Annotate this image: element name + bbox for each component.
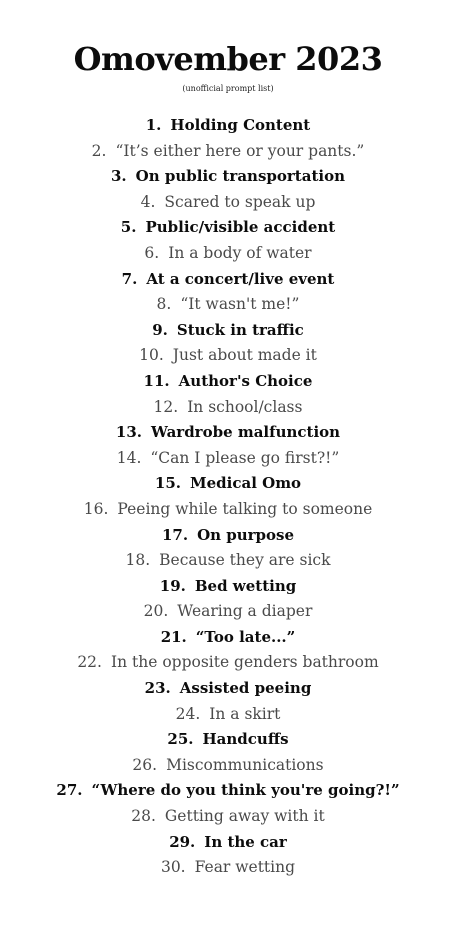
prompt-item	[0, 574, 456, 600]
prompt-item	[0, 139, 456, 165]
prompt-number: 9.	[152, 320, 168, 339]
prompt-number: 18.	[125, 551, 151, 570]
prompt-item	[0, 830, 456, 856]
prompt-text: Wardrobe malfunction	[151, 423, 341, 442]
prompt-number: 12.	[153, 397, 179, 416]
prompt-number: 21.	[160, 627, 187, 646]
prompt-number: 7.	[121, 269, 138, 288]
prompt-item	[0, 804, 456, 830]
prompt-text: In school/class	[187, 397, 303, 416]
prompt-text: On purpose	[197, 525, 295, 544]
prompt-item	[0, 471, 456, 497]
prompt-item	[0, 164, 456, 190]
prompt-item	[0, 855, 456, 881]
prompt-number: 25.	[167, 730, 194, 749]
prompt-number: 29.	[169, 832, 196, 851]
prompt-number: 10.	[139, 346, 164, 365]
prompt-text: Because they are sick	[159, 551, 331, 570]
prompt-text: Fear wetting	[194, 858, 296, 877]
prompt-item	[0, 343, 456, 369]
prompt-number: 6.	[144, 243, 160, 262]
prompt-text: Bed wetting	[194, 576, 297, 595]
prompt-number: 4.	[140, 192, 156, 211]
prompt-item	[0, 446, 456, 472]
prompt-item	[0, 497, 456, 523]
prompt-text: Handcuffs	[202, 730, 289, 749]
prompt-text: Peeing while talking to someone	[117, 499, 373, 518]
prompt-item	[0, 190, 456, 216]
prompt-item	[0, 753, 456, 779]
prompt-text: Assisted peeing	[179, 679, 312, 698]
prompt-text: Wearing a diaper	[177, 602, 313, 621]
prompt-number: 16.	[83, 499, 109, 518]
prompt-text: At a concert/live event	[146, 269, 335, 288]
prompt-item	[0, 676, 456, 702]
prompt-item	[0, 113, 456, 139]
prompt-item	[0, 523, 456, 549]
prompt-number: 24.	[175, 704, 201, 723]
prompt-text: “Too late...”	[195, 627, 296, 646]
prompt-number: 30.	[160, 858, 186, 877]
prompt-text: Public/visible accident	[145, 218, 336, 237]
prompt-item	[0, 420, 456, 446]
prompt-number: 13.	[115, 423, 143, 442]
prompt-text: On public transportation	[135, 167, 345, 186]
prompt-number: 22.	[77, 653, 102, 672]
prompt-number: 8.	[156, 295, 172, 314]
prompt-text: Stuck in traffic	[176, 320, 304, 339]
prompt-item	[0, 369, 456, 395]
prompt-item	[0, 395, 456, 421]
prompt-number: 17.	[161, 525, 189, 544]
prompt-text: Just about made it	[172, 346, 317, 365]
prompt-number: 20.	[143, 602, 169, 621]
prompt-list	[0, 113, 456, 881]
prompt-item	[0, 778, 456, 804]
prompt-number: 19.	[159, 576, 186, 595]
prompt-text: In the car	[204, 832, 287, 851]
prompt-item	[0, 702, 456, 728]
prompt-text: “Where do you think you're going?!”	[91, 781, 400, 800]
prompt-number: 1.	[145, 116, 162, 134]
prompt-text: Medical Omo	[190, 474, 302, 493]
prompt-text: Getting away with it	[164, 807, 325, 826]
prompt-number: 26.	[132, 755, 158, 774]
prompt-number: 15.	[154, 474, 182, 493]
prompt-number: 11.	[143, 371, 170, 390]
prompt-item	[0, 548, 456, 574]
prompt-item	[0, 215, 456, 241]
prompt-text: Author's Choice	[178, 371, 313, 390]
prompt-number: 14.	[116, 448, 142, 467]
prompt-item	[0, 267, 456, 293]
prompt-text: Holding Content	[170, 116, 311, 134]
prompt-number: 3.	[111, 167, 127, 186]
prompt-number: 5.	[120, 218, 137, 237]
prompt-item	[0, 292, 456, 318]
page-subtitle: (unofficial prompt list)	[182, 84, 274, 93]
prompt-number: 2.	[91, 141, 107, 160]
prompt-text: “It’s either here or your pants.”	[115, 141, 365, 160]
prompt-number: 23.	[144, 679, 171, 698]
prompt-item	[0, 599, 456, 625]
prompt-text: In the opposite genders bathroom	[110, 653, 379, 672]
prompt-text: In a skirt	[209, 704, 281, 723]
prompt-item	[0, 650, 456, 676]
page-title: Omovember 2023	[73, 40, 383, 78]
prompt-text: “It wasn't me!”	[180, 295, 300, 314]
prompt-item	[0, 241, 456, 267]
prompt-item	[0, 318, 456, 344]
prompt-text: In a body of water	[168, 243, 312, 262]
prompt-text: “Can I please go first?!”	[150, 448, 340, 467]
prompt-text: Scared to speak up	[164, 192, 316, 211]
prompt-text: Miscommunications	[166, 755, 324, 774]
prompt-number: 28.	[131, 807, 156, 826]
prompt-number: 27.	[56, 781, 83, 800]
prompt-item	[0, 625, 456, 651]
prompt-item	[0, 727, 456, 753]
